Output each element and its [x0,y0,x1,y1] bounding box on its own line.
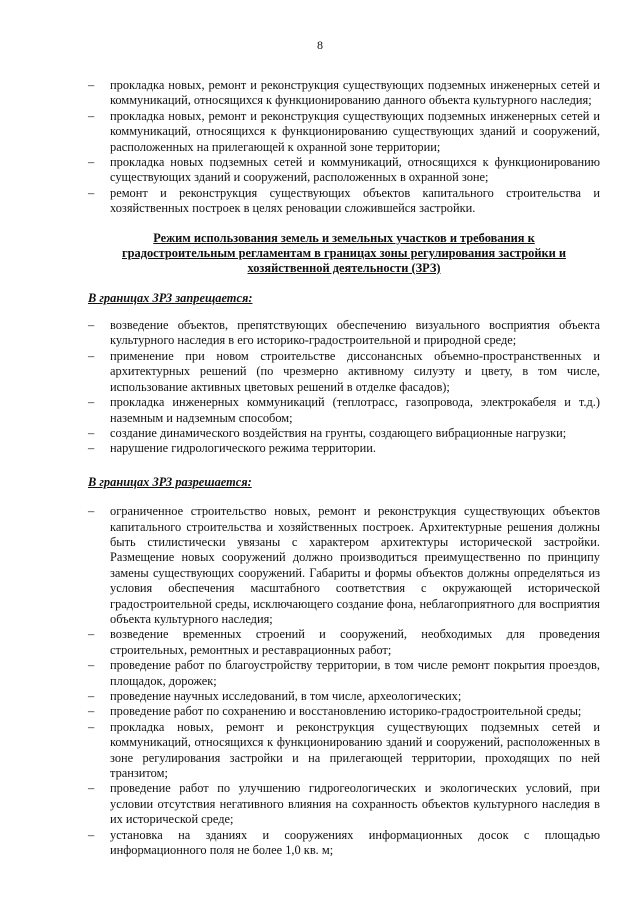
prohibited-list [88,318,600,457]
prohibited-heading: В границах ЗРЗ запрещается: [88,290,253,305]
intro-list [88,78,600,217]
list-item: – проведение работ по улучшению гидрогеологических и экологических условий, при условии отсутствия негативного влияния на сохранность объектов культурного наследия в их исторической среде; [88,781,600,827]
list-item: – установка на зданиях и сооружениях информационных досок с площадью информационного поля не более 1,0 кв. м; [88,828,600,859]
list-item: – возведение временных строений и сооружений, необходимых для проведения строительных, ремонтных и реставрационных работ; [88,627,600,658]
list-item: – возведение объектов, препятствующих обеспечению визуального восприятия объекта культурного наследия в его историко-градостроительной и природной среде; [88,318,600,349]
list-item: – проведение научных исследований, в том числе, археологических; [88,689,600,704]
list-item: – нарушение гидрологического режима территории. [88,441,600,456]
list-item: – применение при новом строительстве диссонансных объемно-пространственных и архитектурных решений (по чрезмерно активному силуэту и цвету, в том числе, использование активных цветовых решений в отделке фасадов); [88,349,600,395]
list-item: – ремонт и реконструкция существующих объектов капитального строительства и хозяйственных построек в целях реновации сложившейся застройки. [88,186,600,217]
list-item: – проведение работ по сохранению и восстановлению историко-градостроительной среды; [88,704,600,719]
allowed-list [88,504,600,858]
list-item: – прокладка новых подземных сетей и коммуникаций, относящихся к функционированию существующих зданий и сооружений, расположенных в охранной зоне; [88,155,600,186]
list-item: – прокладка новых, ремонт и реконструкция существующих подземных сетей и коммуникаций, относящихся к функционированию зданий и сооружений, расположенных в зоне регулирования застройки и на прилегающей территории, проходящих по ней транзитом; [88,720,600,782]
document-body [88,78,600,858]
page-number: 8 [317,38,323,52]
list-item: – ограниченное строительство новых, ремонт и реконструкция существующих объектов капитального строительства и хозяйственных построек. Архитектурные решения должны быть стилистически увязаны с характером архитектуры исторической застройки. Размещение новых сооружений должно производиться преимущественно по принципу замены существующих сооружений. Габариты и формы объектов должны определяться из условия обеспечения масштабного соответствия с окружающей исторической градостроительной среды, исключающего создание фона, неблагоприятного для восприятия объекта культурного наследия; [88,504,600,627]
section-title: Режим использования земель и земельных участков и требования к градостроительным регламентам в границах зоны регулирования застройки и хозяйственной деятельности (ЗРЗ) [122,230,566,275]
list-item: – прокладка инженерных коммуникаций (теплотрасс, газопровода, электрокабеля и т.д.) наземным и надземным способом; [88,395,600,426]
allowed-heading: В границах ЗРЗ разрешается: [88,474,252,489]
list-item: – прокладка новых, ремонт и реконструкция существующих подземных инженерных сетей и коммуникаций, относящихся к функционированию данного объекта культурного наследия; [88,78,600,109]
list-item: – проведение работ по благоустройству территории, в том числе ремонт покрытия проездов, площадок, дорожек; [88,658,600,689]
list-item: – создание динамического воздействия на грунты, создающего вибрационные нагрузки; [88,426,600,441]
list-item: – прокладка новых, ремонт и реконструкция существующих подземных инженерных сетей и коммуникаций, относящихся к функционированию существующих зданий и сооружений, расположенных на прилегающей к охранной зоне территории; [88,109,600,155]
